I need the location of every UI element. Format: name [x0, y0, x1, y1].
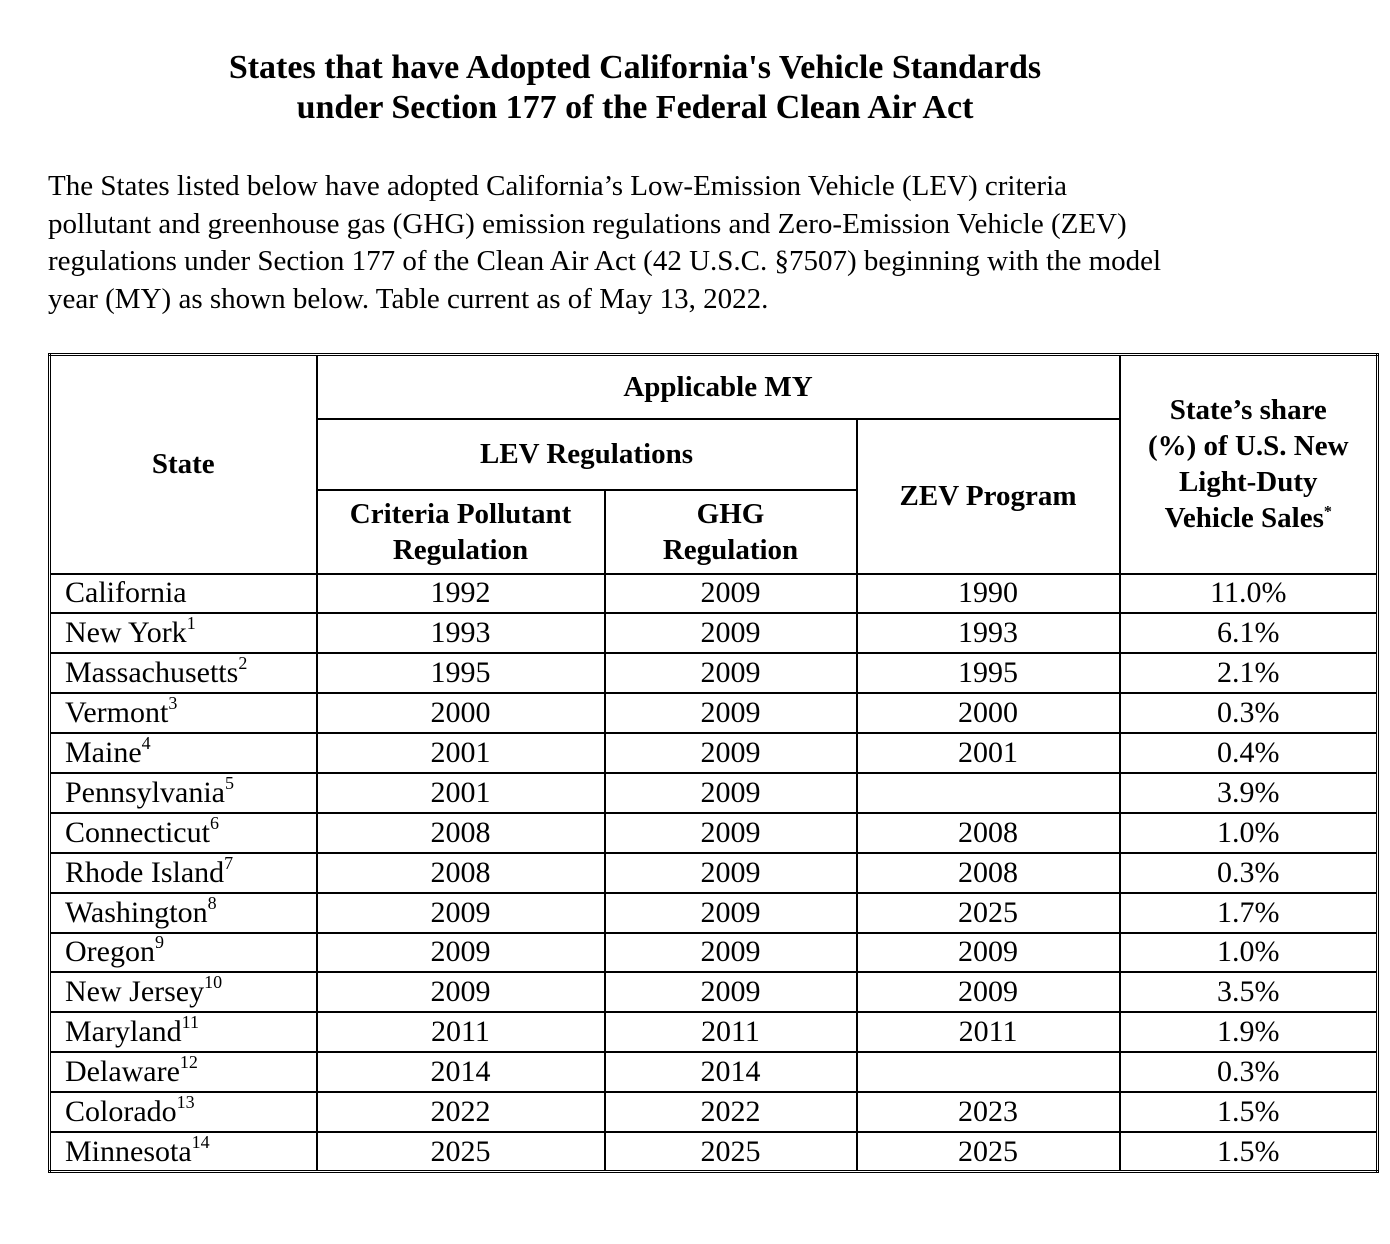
cell-criteria-pollutant: 2009: [317, 972, 605, 1012]
cell-state: [50, 1092, 317, 1132]
cell-zev: 2025: [857, 1132, 1120, 1172]
cell-criteria-pollutant: 2001: [317, 773, 605, 813]
cell-zev: 2023: [857, 1092, 1120, 1132]
cell-zev: 2025: [857, 893, 1120, 933]
cell-state: [50, 813, 317, 853]
table-row: [50, 853, 1378, 893]
state-name: Minnesota: [65, 1134, 192, 1168]
cell-criteria-pollutant: 2009: [317, 893, 605, 933]
cell-ghg: 2009: [605, 893, 857, 933]
cell-zev: 2009: [857, 933, 1120, 973]
state-name: Vermont: [65, 696, 169, 730]
cell-share: 0.3%: [1120, 853, 1378, 893]
footnote-marker: 2: [238, 653, 248, 674]
state-name: Colorado: [65, 1095, 177, 1129]
footnote-marker: 8: [207, 892, 217, 913]
header-ghg: [605, 490, 857, 574]
cell-ghg: 2009: [605, 693, 857, 733]
state-name: Delaware: [65, 1055, 180, 1089]
cell-state: [50, 893, 317, 933]
state-name: Oregon: [65, 935, 155, 969]
cell-zev: 1990: [857, 574, 1120, 614]
table-row: [50, 574, 1378, 614]
cell-zev: [857, 773, 1120, 813]
cell-zev: 1995: [857, 653, 1120, 693]
cell-share: 0.3%: [1120, 693, 1378, 733]
header-state: State: [50, 355, 317, 574]
cell-zev: 2008: [857, 813, 1120, 853]
cell-state: [50, 1132, 317, 1172]
cell-criteria-pollutant: 1992: [317, 574, 605, 614]
table-row: [50, 1012, 1378, 1052]
cell-ghg: 2009: [605, 813, 857, 853]
header-criteria-pollutant: [317, 490, 605, 574]
table-row: [50, 1052, 1378, 1092]
header-share-footnote-mark: *: [1323, 503, 1332, 521]
cell-state: [50, 972, 317, 1012]
footnote-marker: 1: [186, 613, 196, 634]
table-row: [50, 933, 1378, 973]
footnote-marker: 3: [168, 693, 178, 714]
header-zev-program: ZEV Program: [857, 419, 1120, 574]
cell-ghg: 2009: [605, 613, 857, 653]
document-title: [0, 48, 1270, 128]
cell-state: [50, 693, 317, 733]
cell-share: 2.1%: [1120, 653, 1378, 693]
cell-ghg: 2009: [605, 574, 857, 614]
cell-share: 1.5%: [1120, 1132, 1378, 1172]
cell-state: [50, 733, 317, 773]
header-share-line-4-text: Vehicle Sales: [1164, 502, 1324, 535]
cell-zev: 2000: [857, 693, 1120, 733]
cell-criteria-pollutant: 1993: [317, 613, 605, 653]
footnote-marker: 6: [209, 812, 219, 833]
table-row: [50, 613, 1378, 653]
cell-zev: 2001: [857, 733, 1120, 773]
table-row: [50, 733, 1378, 773]
cell-state: [50, 1052, 317, 1092]
footnote-marker: 11: [181, 1012, 199, 1033]
cell-criteria-pollutant: 2011: [317, 1012, 605, 1052]
cell-share: 1.0%: [1120, 933, 1378, 973]
cell-ghg: 2025: [605, 1132, 857, 1172]
cell-ghg: 2009: [605, 733, 857, 773]
table-row: [50, 773, 1378, 813]
cell-zev: 2009: [857, 972, 1120, 1012]
header-lev-regulations: LEV Regulations: [317, 419, 857, 490]
cell-ghg: 2009: [605, 853, 857, 893]
intro-line-1: The States listed below have adopted California’s Low-Emission Vehicle (LEV) criteria: [48, 170, 1068, 202]
state-name: Maine: [65, 736, 142, 769]
cell-share: 1.5%: [1120, 1092, 1378, 1132]
table-row: [50, 972, 1378, 1012]
cell-ghg: 2009: [605, 653, 857, 693]
cell-criteria-pollutant: 1995: [317, 653, 605, 693]
cell-share: 1.9%: [1120, 1012, 1378, 1052]
intro-line-2: pollutant and greenhouse gas (GHG) emission regulations and Zero-Emission Vehicle (ZEV): [48, 207, 1127, 240]
state-name: Pennsylvania: [65, 775, 225, 809]
cell-criteria-pollutant: 2008: [317, 853, 605, 893]
cell-criteria-pollutant: 2014: [317, 1052, 605, 1092]
cell-zev: 2008: [857, 853, 1120, 893]
state-name: Washington: [65, 895, 208, 929]
cell-share: 0.4%: [1120, 733, 1378, 773]
header-share-line-4: [1121, 500, 1377, 536]
state-name: Massachusetts: [65, 656, 239, 690]
state-name: Maryland: [65, 1015, 182, 1049]
footnote-marker: 7: [224, 852, 234, 873]
footnote-marker: 13: [176, 1092, 195, 1113]
footnote-marker: 5: [224, 772, 234, 793]
table-row: [50, 813, 1378, 853]
header-share-line-3: Light-Duty: [1178, 466, 1318, 499]
cell-zev: [857, 1052, 1120, 1092]
cell-criteria-pollutant: 2000: [317, 693, 605, 733]
cell-state: [50, 933, 317, 973]
state-name: New Jersey: [65, 975, 205, 1009]
cell-state: [50, 653, 317, 693]
cell-ghg: 2022: [605, 1092, 857, 1132]
cell-share: 6.1%: [1120, 613, 1378, 653]
cell-ghg: 2009: [605, 933, 857, 973]
footnote-marker: 14: [191, 1131, 210, 1152]
cell-criteria-pollutant: 2001: [317, 733, 605, 773]
footnote-marker: 10: [204, 972, 223, 993]
header-ghg-line-2: Regulation: [662, 533, 799, 566]
cell-share: 11.0%: [1120, 574, 1378, 614]
state-name: Connecticut: [65, 815, 210, 849]
footnote-marker: 4: [141, 733, 151, 753]
cell-ghg: 2009: [605, 972, 857, 1012]
state-name: California: [65, 576, 187, 610]
header-criteria-line-2: Regulation: [392, 533, 529, 566]
table-row: [50, 1132, 1378, 1172]
cell-state: [50, 574, 317, 614]
title-line-1: States that have Adopted California's Vehicle Standards: [228, 49, 1042, 86]
cell-share: 0.3%: [1120, 1052, 1378, 1092]
cell-state: [50, 773, 317, 813]
header-share-line-1: State’s share: [1169, 394, 1327, 427]
title-line-2: under Section 177 of the Federal Clean Air Act: [296, 89, 974, 126]
cell-criteria-pollutant: 2008: [317, 813, 605, 853]
header-share-line-2: (%) of U.S. New: [1147, 430, 1349, 463]
cell-ghg: 2009: [605, 773, 857, 813]
intro-line-3: regulations under Section 177 of the Clean Air Act (42 U.S.C. §7507) beginning with the model: [48, 245, 1162, 277]
state-name: Rhode Island: [65, 855, 225, 889]
table-row: [50, 693, 1378, 733]
footnote-marker: 12: [179, 1052, 198, 1073]
header-applicable-my: Applicable MY: [317, 355, 1120, 419]
cell-state: [50, 613, 317, 653]
cell-state: [50, 1012, 317, 1052]
footnote-marker: 9: [154, 932, 164, 953]
cell-ghg: 2011: [605, 1012, 857, 1052]
cell-share: 3.5%: [1120, 972, 1378, 1012]
table-row: [50, 893, 1378, 933]
cell-share: 1.7%: [1120, 893, 1378, 933]
table-row: [50, 1092, 1378, 1132]
cell-share: 3.9%: [1120, 773, 1378, 813]
cell-share: 1.0%: [1120, 813, 1378, 853]
intro-line-4: year (MY) as shown below. Table current as of May 13, 2022.: [48, 282, 769, 315]
cell-zev: 2011: [857, 1012, 1120, 1052]
cell-zev: 1993: [857, 613, 1120, 653]
header-criteria-line-1: Criteria Pollutant: [349, 497, 572, 530]
cell-criteria-pollutant: 2009: [317, 933, 605, 973]
intro-paragraph: [48, 168, 1338, 318]
table-row: [50, 653, 1378, 693]
cell-state: [50, 853, 317, 893]
header-ghg-line-1: GHG: [696, 497, 765, 530]
state-name: New York: [65, 616, 187, 650]
cell-criteria-pollutant: 2022: [317, 1092, 605, 1132]
states-table: [48, 353, 1379, 1173]
header-share: [1120, 355, 1378, 574]
cell-criteria-pollutant: 2025: [317, 1132, 605, 1172]
cell-ghg: 2014: [605, 1052, 857, 1092]
